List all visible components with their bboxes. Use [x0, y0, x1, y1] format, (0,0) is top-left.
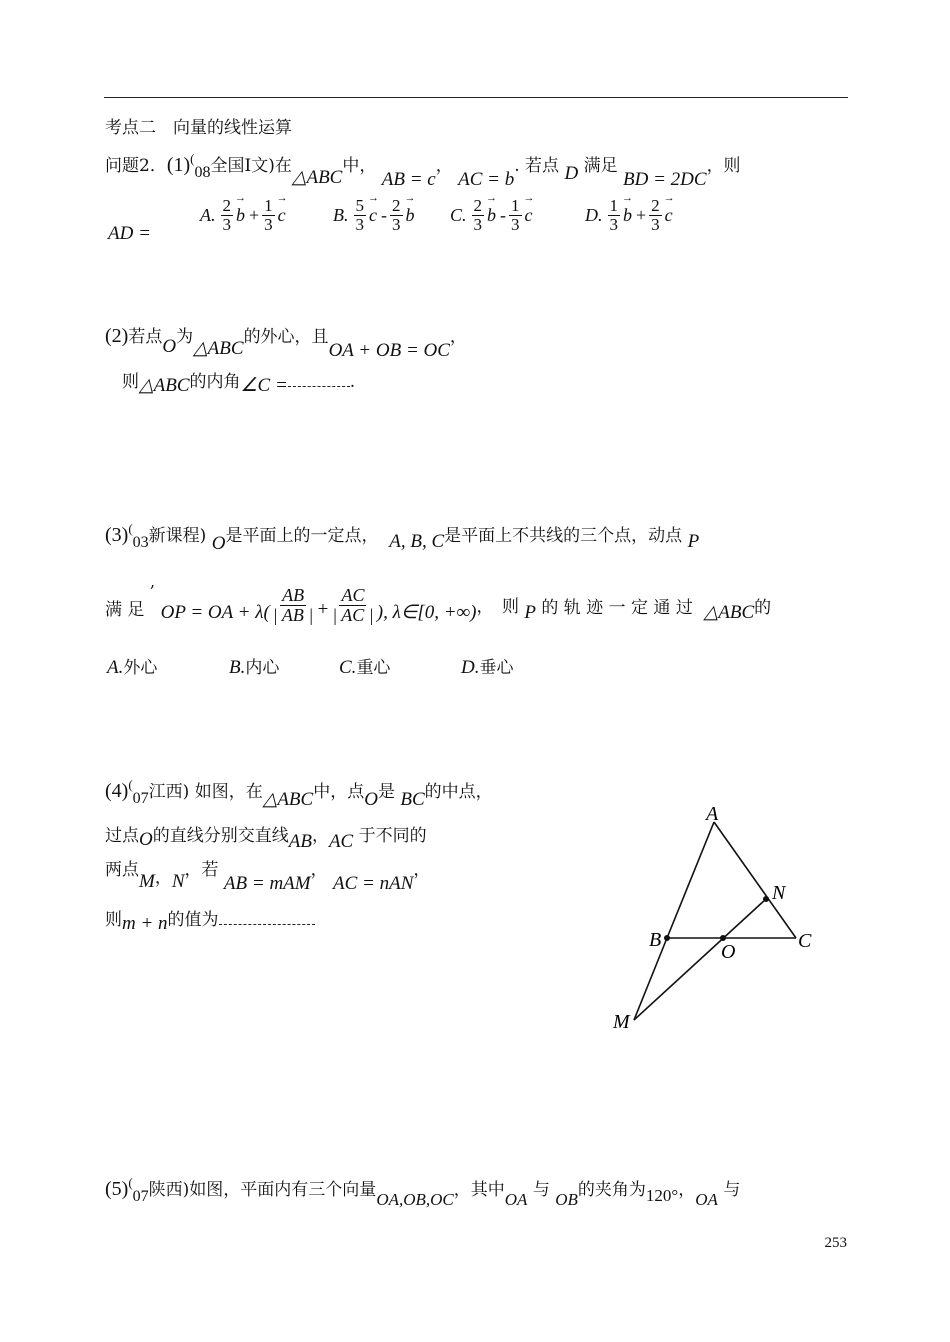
fraction [608, 197, 621, 234]
label-c: C [798, 930, 812, 952]
problem-2-line-2 [122, 374, 355, 395]
source-year: 07 [132, 790, 149, 807]
equation-ac: AC = b [458, 169, 515, 190]
text: 过点 [105, 826, 139, 846]
source-name: 陕西) [148, 1180, 190, 1200]
text: . 若点 [514, 156, 560, 176]
comma-mark: , [150, 572, 156, 591]
option-label: C. [339, 657, 357, 678]
numerator: 2 [651, 196, 660, 215]
triangle-abc: △ABC [193, 338, 244, 359]
side-ab [667, 822, 714, 938]
numerator: 2 [392, 196, 401, 215]
problem-prefix: 问题2． [105, 156, 167, 176]
problem-3-option-d[interactable] [461, 658, 513, 677]
numerator: AC [341, 585, 365, 605]
line-mn [634, 899, 766, 1020]
text: ， [678, 1180, 696, 1200]
point-o: O [364, 789, 378, 810]
problem-3-line-2 [105, 586, 850, 625]
triangle-abc: △ABC [291, 167, 343, 188]
equation-ac-nan: AC = nAN [333, 873, 414, 894]
equation-op: OP = OA + λ( [160, 601, 270, 623]
source-open: ( [128, 1175, 133, 1190]
equation-ab: AB = c [381, 169, 436, 190]
label-a: A [706, 803, 719, 825]
text: 如图，平面内有三个向量 [189, 1180, 377, 1200]
option-text: 垂心 [479, 658, 514, 678]
text: 中，点 [313, 782, 365, 802]
answer-blank[interactable] [288, 386, 350, 387]
operator: + [316, 598, 330, 620]
vector-symbol: → c [665, 205, 673, 226]
fraction-ac [330, 586, 376, 625]
section-title: 考点二 向量的线性运算 [105, 118, 292, 138]
vectors-oa-ob-oc: OA,OB,OC [376, 1190, 454, 1209]
source-name: 江西) [148, 782, 190, 802]
denominator: 3 [392, 214, 401, 234]
point-p: P [687, 531, 700, 552]
fraction [354, 197, 367, 234]
point-n: N [171, 871, 185, 892]
fraction [472, 197, 485, 234]
source-name: 全国Ⅰ文) [210, 156, 275, 176]
denominator: | AB | [272, 604, 314, 625]
text: 的直线分别交直线 [152, 826, 289, 846]
text: 的外心，且 [243, 327, 329, 347]
triangle-figure [600, 795, 830, 1040]
vector-oa: OA [504, 1190, 528, 1209]
label-n: N [772, 882, 786, 904]
point-d: D [564, 163, 579, 184]
numerator: 2 [473, 196, 483, 215]
option-c[interactable] [450, 197, 535, 234]
text: 两点 [105, 860, 139, 880]
numerator: 2 [222, 196, 231, 215]
dot-b [664, 935, 670, 941]
text: 是平面上不共线的三个点，动点 [444, 526, 683, 546]
vector-ob: OB [555, 1190, 578, 1209]
text: 中， [342, 156, 377, 176]
operator: + [249, 204, 260, 225]
line-ab: AB [288, 831, 312, 852]
angle-120: 120° [645, 1186, 679, 1205]
source-year: 08 [194, 164, 211, 181]
text: 若点 [128, 327, 163, 347]
header-rule [104, 97, 848, 98]
dot-n [763, 896, 769, 902]
text: 与 [532, 1180, 550, 1200]
denominator: 3 [222, 214, 231, 234]
lambda-range: ), λ∈[0, +∞) [376, 601, 477, 623]
label-m: M [613, 1011, 630, 1033]
option-text: 重心 [356, 658, 391, 678]
line-ac: AC [328, 831, 354, 852]
text: 为 [176, 327, 194, 347]
denominator: 3 [264, 214, 273, 234]
option-label: B. [229, 657, 246, 678]
text: 满足 [583, 156, 618, 176]
angle-c: ∠C = [240, 375, 288, 396]
answer-blank[interactable] [219, 924, 315, 925]
operator: - [500, 204, 507, 225]
text: 的 轨 迹 一 定 通 过 [541, 597, 693, 618]
lhs-ad: AD = [108, 223, 151, 244]
vector-symbol: → c [369, 205, 377, 226]
option-label: D. [585, 204, 603, 225]
equation-ab-mam: AB = mAM [223, 873, 311, 894]
text: ，则 [706, 156, 741, 176]
expression-m-plus-n: m + n [122, 913, 168, 934]
point-o: O [162, 336, 177, 357]
text: 与 [723, 1180, 741, 1200]
text: 的中点， [424, 782, 493, 802]
numerator: 1 [264, 196, 273, 215]
option-label: B. [333, 204, 349, 225]
text: 则 [122, 372, 139, 392]
option-a[interactable] [200, 197, 288, 234]
numerator: 5 [355, 196, 364, 215]
text: 是平面上的一定点， [225, 526, 379, 546]
vector-symbol: → b [623, 205, 632, 226]
triangle-abc: △ABC [262, 789, 314, 810]
text: 满 足 [105, 599, 145, 620]
fraction-ab [271, 586, 316, 625]
text: ，若 [184, 860, 219, 880]
vector-symbol: → c [278, 205, 286, 226]
problem-1-line-1: 问题2．(1)(08全国Ⅰ文)在△ABC中， AB = c， AC = b. 若点 D 满足 BD = 2DC，则 [105, 151, 741, 190]
side-ac [714, 822, 796, 938]
text: 是 [377, 782, 395, 802]
label-b: B [649, 929, 662, 951]
equation-bd: BD = 2DC [623, 169, 707, 190]
option-b[interactable] [333, 197, 417, 234]
text: ， [449, 327, 467, 347]
source-year: 03 [132, 534, 149, 551]
problem-2-line-1 [105, 326, 467, 360]
text: 的夹角为 [577, 1180, 646, 1200]
problem-4-line-2 [105, 828, 427, 851]
fraction [262, 197, 275, 234]
problem-3-line-1 [105, 522, 699, 553]
label-o: O [721, 941, 736, 963]
text: . [349, 372, 356, 392]
text: 于不同的 [358, 826, 427, 846]
text: ， 则 [476, 596, 519, 617]
fraction [509, 197, 522, 234]
problem-2-number: (2) [105, 325, 129, 347]
text: ，其中 [453, 1180, 505, 1200]
point-m: M [139, 871, 155, 892]
option-label: D. [461, 657, 480, 678]
numerator: AB [282, 585, 305, 605]
problem-1-number: (1) [166, 154, 191, 176]
option-label: A. [200, 204, 216, 225]
denominator: 3 [511, 214, 520, 234]
text: ， [311, 826, 329, 846]
problem-5-line-1 [105, 1176, 740, 1208]
source-open: ( [128, 777, 133, 792]
denominator: 3 [473, 214, 483, 234]
problem-4-line-4 [105, 912, 315, 933]
problem-3-option-c[interactable] [339, 658, 390, 677]
denominator: 3 [651, 214, 660, 234]
text: 在 [274, 156, 292, 176]
option-text: 内心 [245, 658, 280, 678]
problem-3-option-b[interactable] [229, 658, 279, 677]
denominator: 3 [609, 214, 618, 234]
text: 则 [105, 910, 122, 930]
point-o: O [211, 533, 226, 554]
problem-3-option-a[interactable] [107, 658, 157, 677]
vector-oa: OA [695, 1190, 718, 1209]
vector-symbol: → b [487, 205, 496, 226]
points-abc: A, B, C [389, 531, 445, 552]
problem-3-number: (3) [105, 524, 129, 546]
fraction [649, 197, 662, 234]
triangle-abc: △ABC [703, 601, 755, 623]
point-o: O [139, 829, 153, 850]
text: ， [154, 868, 172, 888]
text: 如图，在 [194, 782, 263, 802]
vector-symbol: → b [236, 205, 245, 226]
source-name: 新课程) [148, 526, 207, 546]
option-d[interactable] [585, 197, 675, 234]
fraction [390, 197, 403, 234]
page-number: 253 [824, 1235, 847, 1251]
denominator: | AC | [332, 604, 374, 625]
vector-symbol: → c [525, 205, 533, 226]
denominator: 3 [355, 214, 364, 234]
problem-4-line-3: 两点M，N，若 AB = mAM， AC = nAN， [105, 860, 431, 894]
text: 的 [754, 597, 772, 618]
numerator: 1 [609, 196, 618, 215]
segment-bc: BC [400, 789, 425, 810]
operator: - [381, 204, 387, 225]
source-open: ( [190, 151, 195, 166]
numerator: 1 [511, 196, 520, 215]
problem-4-number: (4) [105, 780, 129, 802]
text: 的内角 [189, 372, 241, 392]
equation-circumcenter: OA + OB = OC [328, 340, 450, 361]
option-text: 外心 [123, 658, 158, 678]
triangle-abc: △ABC [139, 375, 190, 396]
option-label: A. [107, 657, 124, 678]
operator: + [636, 204, 647, 225]
text: 的值为 [167, 910, 219, 930]
source-open: ( [128, 521, 133, 536]
option-label: C. [450, 204, 467, 225]
point-p: P [524, 601, 536, 623]
problem-4-line-1 [105, 778, 493, 809]
problem-5-number: (5) [105, 1178, 129, 1200]
fraction [221, 197, 234, 234]
vector-symbol: → b [406, 205, 415, 226]
source-year: 07 [132, 1188, 149, 1205]
text: ， [413, 860, 431, 880]
